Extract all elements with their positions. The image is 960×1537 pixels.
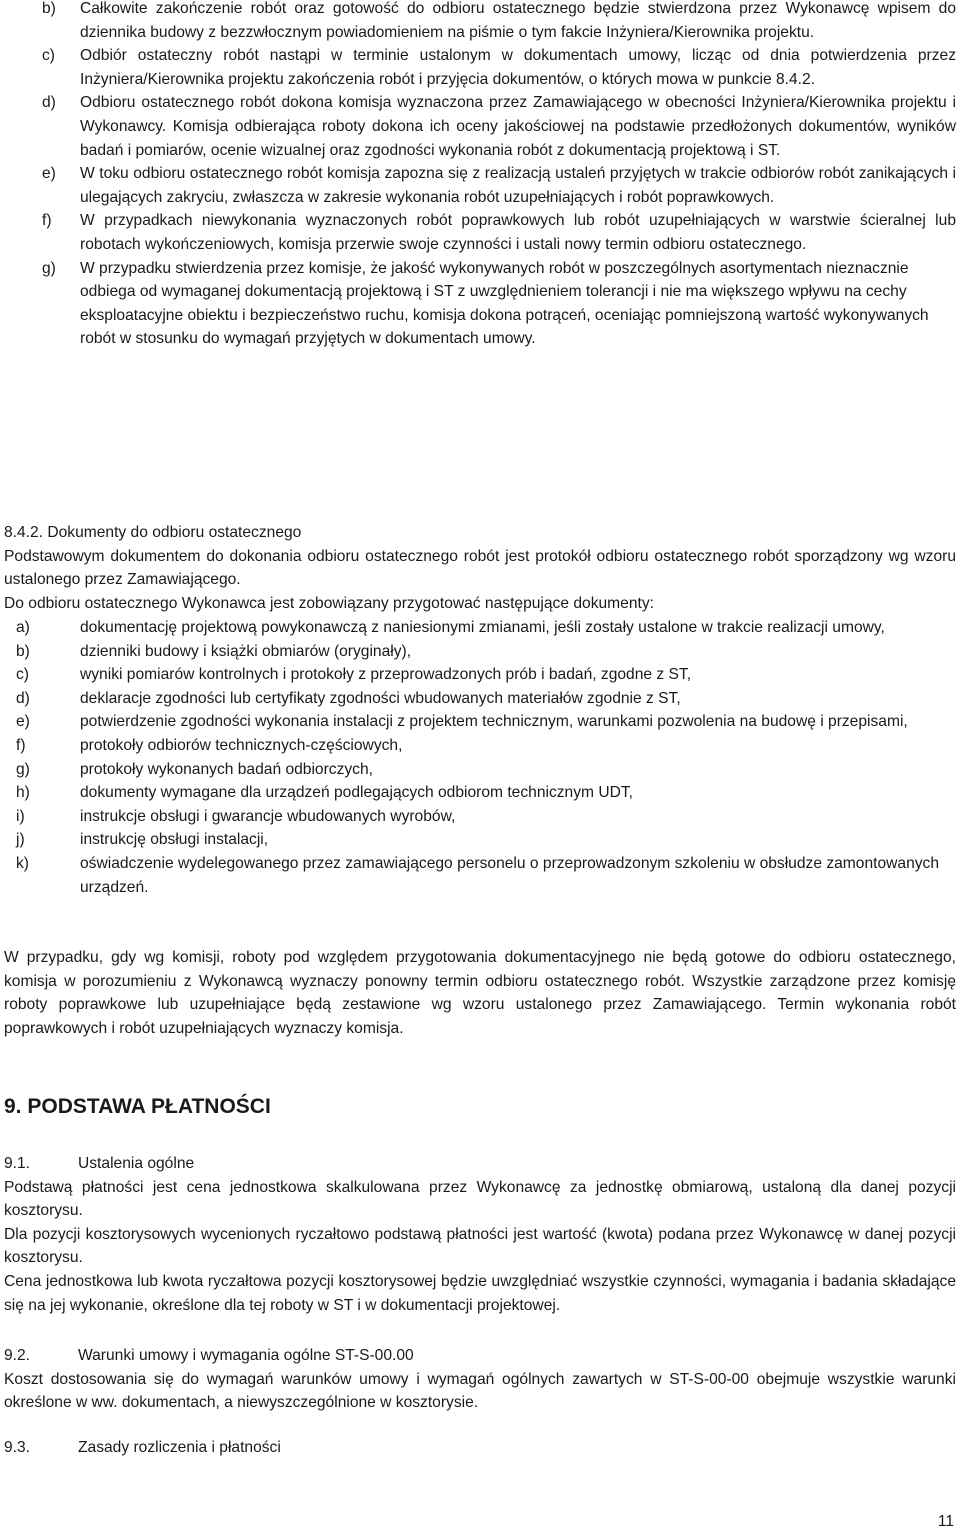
list-item: [0, 162, 956, 209]
paragraph: Koszt dostosowania się do wymagań warunków umowy i wymagań ogólnych zawartych w ST-S-00-00 obejmuje wszystkie warunki określone w ww. dokumentach, a niewyszczególnione w kosztorysie.: [4, 1370, 956, 1412]
list-item: [0, 687, 956, 711]
list-marker: j): [16, 831, 25, 849]
required-documents-list: [0, 616, 956, 899]
list-item-text: oświadczenie wydelegowanego przez zamawiającego personelu o przeprowadzonym szkoleniu w obsłudze zamontowanych urządzeń.: [80, 854, 940, 896]
page-number: 11: [937, 1513, 954, 1530]
chapter-heading: 9. PODSTAWA PŁATNOŚCI: [4, 1095, 271, 1118]
list-item: [0, 781, 956, 805]
list-marker: b): [42, 0, 56, 17]
list-item-text: wyniki pomiarów kontrolnych i protokoły z przeprowadzonych prób i badań, zgodne z ST,: [80, 666, 692, 684]
subsection-number: 9.1.: [4, 1155, 31, 1172]
list-item-text: W przypadkach niewykonania wyznaczonych robót poprawkowych lub robót uzupełniających w warstwie ścieralnej lub robotach wykończeniowych, komisja przerwie swoje czynności i ustali nowy termin odbioru ostatecznego.: [80, 212, 956, 253]
list-marker: c): [42, 47, 55, 65]
list-item: [0, 852, 956, 899]
subsection-title: Ustalenia ogólne: [78, 1155, 195, 1172]
list-marker: e): [42, 165, 56, 183]
list-marker: h): [16, 784, 30, 802]
list-marker: d): [16, 689, 30, 707]
list-item-text: dokumenty wymagane dla urządzeń podlegających odbiorom technicznym UDT,: [80, 784, 633, 802]
list-marker: i): [16, 807, 25, 825]
list-item: [0, 44, 956, 91]
list-item-text: dokumentację projektową powykonawczą z naniesionymi zmianami, jeśli zostały ustalone w trakcie realizacji umowy,: [80, 619, 885, 636]
section-9-2: [4, 1344, 956, 1415]
list-item-text: instrukcję obsługi instalacji,: [80, 831, 269, 849]
list-marker: f): [42, 212, 52, 230]
paragraph: Podstawą płatności jest cena jednostkowa skalkulowana przez Wykonawcę za jednostkę obmiarową, ustaloną dla danej pozycji kosztorysu.: [4, 1178, 956, 1220]
paragraph: Do odbioru ostatecznego Wykonawca jest zobowiązany przygotować następujące dokumenty:: [4, 594, 654, 612]
list-item: [0, 663, 956, 687]
list-item: [0, 734, 956, 758]
section-8-4-2: [4, 521, 956, 615]
list-marker: g): [16, 760, 30, 778]
list-item-text: protokoły odbiorów technicznych-częściowych,: [80, 736, 403, 754]
list-item: [0, 209, 956, 256]
list-item-text: W przypadku stwierdzenia przez komisje, że jakość wykonywanych robót w poszczególnych asortymentach nieznacznie odbiega od wymaganej dokumentacją projektową i ST z uwzględnieniem tolerancji i nie ma większego wpływu na cechy eksploatacyjne obiektu i bezpieczeństwo ruchu, komisja dokona potrąceń, oceniając pomniejszoną wartość wykonywanych robót w stosunku do wymagań przyjętych w dokumentach umowy.: [80, 259, 929, 348]
subsection-number: 9.2.: [4, 1347, 31, 1364]
paragraph: Podstawowym dokumentem do dokonania odbioru ostatecznego robót jest protokół odbioru ostatecznego robót sporządzony wg wzoru ustalonego przez Zamawiającego.: [4, 547, 956, 589]
closing-paragraph-block: [4, 946, 956, 1040]
list-marker: k): [16, 854, 29, 872]
list-marker: f): [16, 736, 26, 754]
subsection-heading: [4, 1436, 956, 1460]
list-item-text: potwierdzenie zgodności wykonania instalacji z projektem technicznym, warunkami pozwolenia na budowę i przepisami,: [80, 713, 908, 731]
list-item-text: instrukcje obsługi i gwarancje wbudowanych wyrobów,: [80, 807, 456, 825]
acceptance-conditions-list: [0, 0, 956, 351]
list-item: [0, 0, 956, 44]
list-marker: b): [16, 642, 30, 660]
list-item: [0, 710, 956, 734]
subsection-heading: [4, 1152, 956, 1176]
list-item: [0, 257, 956, 351]
paragraph: W przypadku, gdy wg komisji, roboty pod względem przygotowania dokumentacyjnego nie będą gotowe do odbioru ostatecznego, komisja w porozumieniu z Wykonawcą wyznaczy ponowny termin odbioru ostatecznego robót. Wszystkie zarządzone przez komisję roboty poprawkowe lub uzupełniające będą zestawione wg wzoru ustalonego przez Zamawiającego. Termin wykonania robót poprawkowych i robót uzupełniających wyznaczy komisja.: [4, 949, 956, 1037]
list-marker: e): [16, 713, 30, 731]
section-9-3: [4, 1436, 956, 1460]
subsection-heading: [4, 1344, 956, 1368]
list-item-text: Całkowite zakończenie robót oraz gotowość do odbioru ostatecznego będzie stwierdzona przez Wykonawcę wpisem do dziennika budowy z bezzwłocznym powiadomieniem na piśmie o tym fakcie Inżyniera/Kierownika projektu.: [80, 0, 956, 41]
list-item: [0, 828, 956, 852]
list-item-text: protokoły wykonanych badań odbiorczych,: [80, 760, 373, 778]
list-marker: c): [16, 666, 29, 684]
subsection-title: Warunki umowy i wymagania ogólne ST-S-00.00: [78, 1347, 414, 1364]
list-item-text: deklaracje zgodności lub certyfikaty zgodności wbudowanych materiałów zgodnie z ST,: [80, 689, 681, 707]
list-item: [0, 805, 956, 829]
subsection-title: Zasady rozliczenia i płatności: [78, 1439, 281, 1456]
list-marker: a): [16, 619, 30, 636]
list-item: [0, 758, 956, 782]
list-item: [0, 91, 956, 162]
list-item-text: Odbioru ostatecznego robót dokona komisja wyznaczona przez Zamawiającego w obecności Inżyniera/Kierownika projektu i Wykonawcy. Komisja odbierająca roboty dokona ich oceny jakościowej na podstawie przedłożonych dokumentów, wyników badań i pomiarów, ocenie wizualnej oraz zgodności wykonania robót z dokumentacją projektową i ST.: [80, 94, 956, 159]
section-heading: 8.4.2. Dokumenty do odbioru ostatecznego: [4, 524, 302, 541]
list-marker: g): [42, 259, 56, 277]
paragraph: Dla pozycji kosztorysowych wycenionych ryczałtowo podstawą płatności jest wartość (kwota) podana przez Wykonawcę w danej pozycji kosztorysu.: [4, 1225, 956, 1267]
list-item-text: W toku odbioru ostatecznego robót komisja zapozna się z realizacją ustaleń przyjętych w trakcie odbiorów robót zanikających i ulegających zakryciu, zwłaszcza w zakresie wykonania robót uzupełniających i robót poprawkowych.: [80, 165, 956, 206]
list-item: [0, 640, 956, 664]
section-9-1: [4, 1152, 956, 1317]
list-item-text: Odbiór ostateczny robót nastąpi w terminie ustalonym w dokumentach umowy, licząc od dnia potwierdzenia przez Inżyniera/Kierownika projektu zakończenia robót i przyjęcia dokumentów, o których mowa w punkcie 8.4.2.: [80, 47, 956, 88]
subsection-number: 9.3.: [4, 1439, 31, 1456]
paragraph: Cena jednostkowa lub kwota ryczałtowa pozycji kosztorysowej będzie uwzględniać wszystkie czynności, wymagania i badania składające się na jej wykonanie, określone dla tej roboty w ST i w dokumentacji projektowej.: [4, 1272, 956, 1314]
list-item: [0, 616, 956, 640]
list-item-text: dzienniki budowy i książki obmiarów (oryginały),: [80, 642, 412, 660]
list-marker: d): [42, 94, 56, 112]
